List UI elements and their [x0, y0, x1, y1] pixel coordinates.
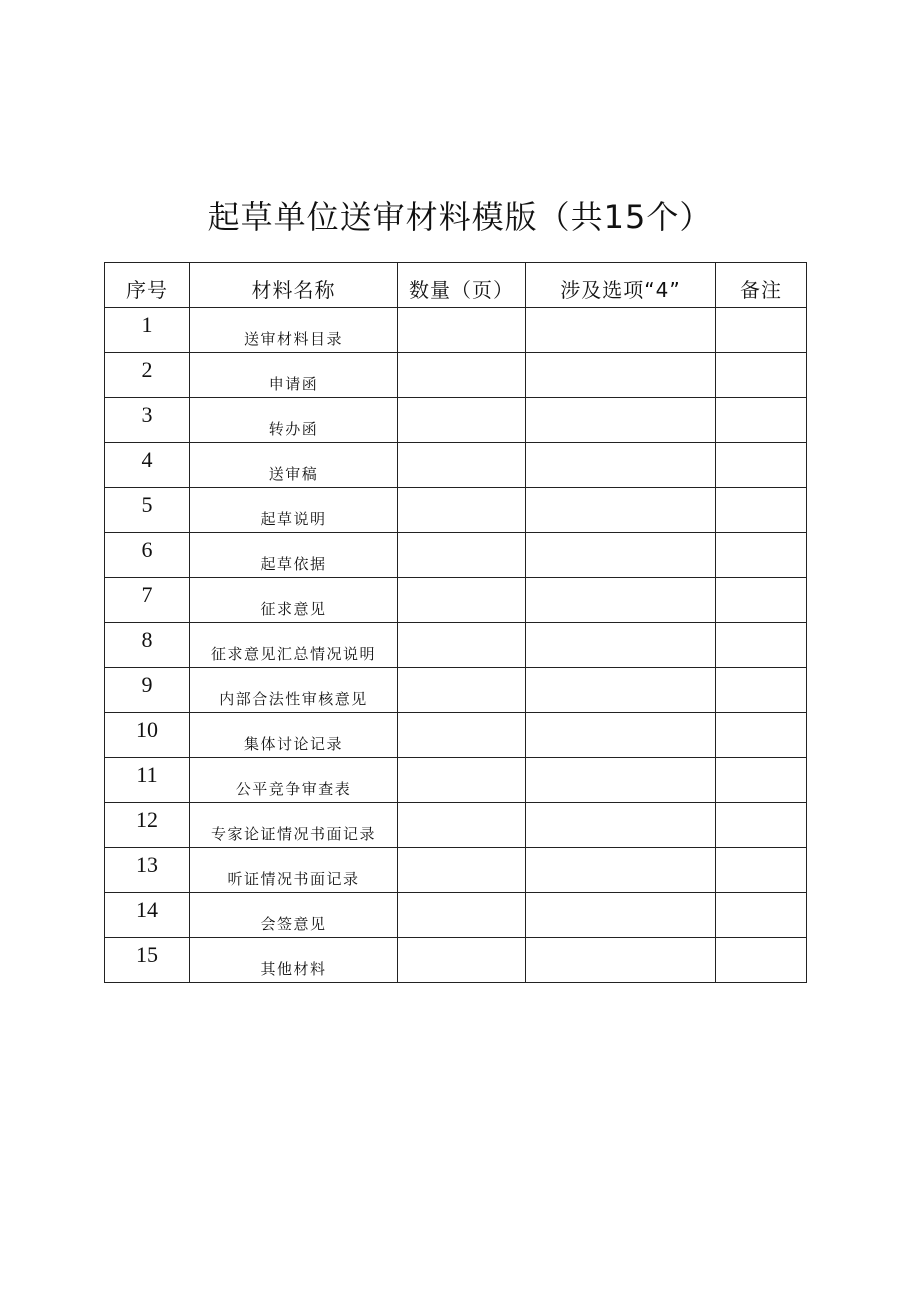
row-remarks-cell	[716, 668, 807, 713]
row-option-cell	[526, 848, 716, 893]
table-row	[105, 803, 807, 848]
row-option-cell	[526, 938, 716, 983]
row-material-name: 申请函	[190, 353, 398, 398]
row-remarks-cell	[716, 623, 807, 668]
row-material-name: 其他材料	[190, 938, 398, 983]
table-row	[105, 713, 807, 758]
row-seq: 10	[105, 713, 190, 758]
row-material-name: 听证情况书面记录	[190, 848, 398, 893]
row-remarks-cell	[716, 893, 807, 938]
row-pages-cell	[398, 488, 526, 533]
row-option-cell	[526, 533, 716, 578]
header-pages: 数量（页）	[398, 263, 526, 308]
row-remarks-cell	[716, 848, 807, 893]
row-pages-cell	[398, 353, 526, 398]
row-seq: 4	[105, 443, 190, 488]
row-material-name: 征求意见	[190, 578, 398, 623]
page-title: 起草单位送审材料模版（共15个）	[207, 198, 713, 236]
row-remarks-cell	[716, 488, 807, 533]
table-row	[105, 668, 807, 713]
row-pages-cell	[398, 398, 526, 443]
row-seq: 13	[105, 848, 190, 893]
row-material-name: 送审稿	[190, 443, 398, 488]
row-option-cell	[526, 398, 716, 443]
table-row	[105, 443, 807, 488]
row-seq: 11	[105, 758, 190, 803]
row-material-name: 集体讨论记录	[190, 713, 398, 758]
table-row	[105, 758, 807, 803]
row-seq: 12	[105, 803, 190, 848]
table-row	[105, 488, 807, 533]
row-option-cell	[526, 308, 716, 353]
table-body	[105, 308, 807, 983]
row-remarks-cell	[716, 578, 807, 623]
materials-table	[104, 262, 807, 983]
row-remarks-cell	[716, 398, 807, 443]
header-option: 涉及选项“4”	[526, 263, 716, 308]
table-row	[105, 848, 807, 893]
table-row	[105, 578, 807, 623]
row-pages-cell	[398, 623, 526, 668]
table-row	[105, 623, 807, 668]
row-seq: 3	[105, 398, 190, 443]
row-pages-cell	[398, 938, 526, 983]
row-material-name: 专家论证情况书面记录	[190, 803, 398, 848]
row-seq: 5	[105, 488, 190, 533]
row-remarks-cell	[716, 533, 807, 578]
header-seq: 序号	[105, 263, 190, 308]
row-pages-cell	[398, 308, 526, 353]
row-remarks-cell	[716, 443, 807, 488]
row-option-cell	[526, 623, 716, 668]
row-pages-cell	[398, 848, 526, 893]
row-seq: 2	[105, 353, 190, 398]
row-option-cell	[526, 713, 716, 758]
row-material-name: 公平竞争审查表	[190, 758, 398, 803]
row-pages-cell	[398, 803, 526, 848]
row-pages-cell	[398, 668, 526, 713]
row-option-cell	[526, 353, 716, 398]
header-remarks: 备注	[716, 263, 807, 308]
row-pages-cell	[398, 578, 526, 623]
row-pages-cell	[398, 893, 526, 938]
table-row	[105, 533, 807, 578]
row-seq: 6	[105, 533, 190, 578]
row-option-cell	[526, 488, 716, 533]
row-seq: 1	[105, 308, 190, 353]
table-row	[105, 308, 807, 353]
row-option-cell	[526, 758, 716, 803]
row-option-cell	[526, 668, 716, 713]
table-row	[105, 398, 807, 443]
row-option-cell	[526, 578, 716, 623]
row-material-name: 送审材料目录	[190, 308, 398, 353]
row-material-name: 起草依据	[190, 533, 398, 578]
row-pages-cell	[398, 758, 526, 803]
table-row	[105, 353, 807, 398]
row-remarks-cell	[716, 758, 807, 803]
row-option-cell	[526, 443, 716, 488]
row-pages-cell	[398, 443, 526, 488]
row-material-name: 起草说明	[190, 488, 398, 533]
row-seq: 9	[105, 668, 190, 713]
row-pages-cell	[398, 713, 526, 758]
row-seq: 15	[105, 938, 190, 983]
row-option-cell	[526, 893, 716, 938]
table-row	[105, 893, 807, 938]
row-material-name: 会签意见	[190, 893, 398, 938]
row-seq: 14	[105, 893, 190, 938]
row-seq: 7	[105, 578, 190, 623]
row-material-name: 内部合法性审核意见	[190, 668, 398, 713]
row-remarks-cell	[716, 803, 807, 848]
row-remarks-cell	[716, 308, 807, 353]
header-name: 材料名称	[190, 263, 398, 308]
row-pages-cell	[398, 533, 526, 578]
row-remarks-cell	[716, 353, 807, 398]
row-option-cell	[526, 803, 716, 848]
row-material-name: 转办函	[190, 398, 398, 443]
row-remarks-cell	[716, 713, 807, 758]
table-row	[105, 938, 807, 983]
table-header-row	[105, 263, 807, 308]
row-remarks-cell	[716, 938, 807, 983]
row-material-name: 征求意见汇总情况说明	[190, 623, 398, 668]
row-seq: 8	[105, 623, 190, 668]
